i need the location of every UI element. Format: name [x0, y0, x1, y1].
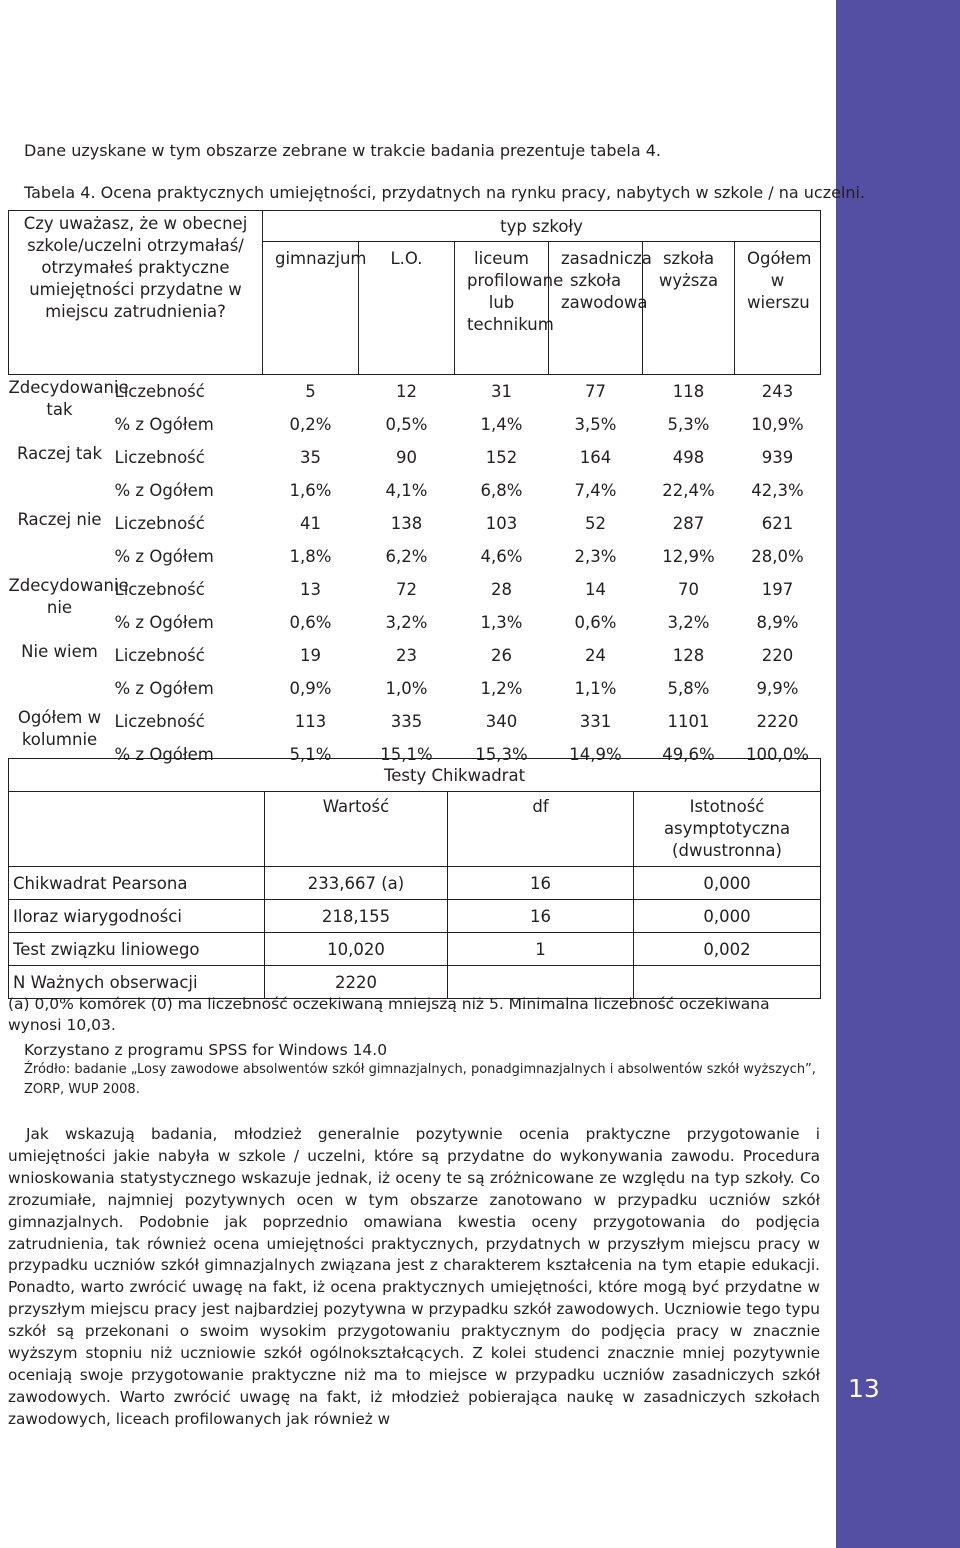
data-cell: 19 [300, 646, 321, 665]
data-cell: 1,4% [480, 415, 523, 434]
test-sig: 0,002 [634, 933, 821, 966]
test-value: 10,020 [265, 933, 448, 966]
test-label: Iloraz wiarygodności [9, 900, 265, 933]
data-cell: 1,1% [574, 679, 617, 698]
data-cell: 287 [672, 514, 705, 533]
data-cell: 0,9% [289, 679, 332, 698]
data-cell: 113 [294, 712, 327, 731]
stat-label: % z Ogółem [114, 547, 214, 566]
tests-title: Testy Chikwadrat [9, 759, 821, 792]
test-value: 2220 [265, 966, 448, 999]
data-cell: 331 [579, 712, 612, 731]
data-cell: 77 [585, 382, 606, 401]
row-label: Ogółem w kolumnie [17, 708, 102, 749]
stat-label: % z Ogółem [114, 679, 214, 698]
row-label: Raczej tak [16, 444, 103, 463]
data-cell: 1,3% [480, 613, 523, 632]
column-header: liceum profilowane lub technikum [455, 242, 549, 375]
data-cell: 118 [672, 382, 705, 401]
test-label: Chikwadrat Pearsona [9, 867, 265, 900]
data-cell: 4,1% [385, 481, 428, 500]
data-cell: 164 [579, 448, 612, 467]
data-cell: 26 [491, 646, 512, 665]
data-cell: 243 [761, 382, 794, 401]
data-cell: 103 [485, 514, 518, 533]
data-cell: 15,1% [380, 745, 433, 764]
data-cell: 35 [300, 448, 321, 467]
test-df: 16 [448, 867, 634, 900]
test-df: 1 [448, 933, 634, 966]
data-cell: 41 [300, 514, 321, 533]
data-cell: 0,5% [385, 415, 428, 434]
data-cell: 3,5% [574, 415, 617, 434]
data-cell: 939 [761, 448, 794, 467]
stat-label: Liczebność [114, 382, 205, 401]
data-cell: 15,3% [475, 745, 528, 764]
data-cell: 152 [485, 448, 518, 467]
data-cell: 52 [585, 514, 606, 533]
data-cell: 621 [761, 514, 794, 533]
test-value: 233,667 (a) [265, 867, 448, 900]
data-cell: 0,6% [574, 613, 617, 632]
test-label: N Ważnych obserwacji [9, 966, 265, 999]
data-cell: 13 [300, 580, 321, 599]
data-cell: 2220 [756, 712, 799, 731]
stat-label: % z Ogółem [114, 745, 214, 764]
row-label: Zdecydowanie nie [8, 576, 129, 617]
data-cell: 70 [678, 580, 699, 599]
test-sig: 0,000 [634, 867, 821, 900]
data-cell: 28 [491, 580, 512, 599]
footnote-a: (a) 0,0% komórek (0) ma liczebność oczekiwaną mniejszą niż 5. Minimalna liczebność oczekiwana wynosi 10,03. [8, 995, 770, 1034]
data-cell: 340 [485, 712, 518, 731]
row-label: Zdecydowanie tak [8, 378, 129, 419]
data-cell: 5,3% [667, 415, 710, 434]
row-label: Nie wiem [21, 642, 98, 661]
table-caption: Tabela 4. Ocena praktycznych umiejętności, przydatnych na rynku pracy, nabytych w szkole / na uczelni. [24, 183, 866, 202]
test-df: 16 [448, 900, 634, 933]
data-cell: 6,2% [385, 547, 428, 566]
stat-label: Liczebność [114, 580, 205, 599]
tests-column-header: df [448, 792, 634, 867]
stat-label: % z Ogółem [114, 613, 214, 632]
data-cell: 5,8% [667, 679, 710, 698]
results-table [8, 210, 821, 771]
column-header: Ogółem w wierszu [735, 242, 821, 375]
data-cell: 7,4% [574, 481, 617, 500]
data-cell: 31 [491, 382, 512, 401]
intro-text: Dane uzyskane w tym obszarze zebrane w trakcie badania prezentuje tabela 4. [24, 141, 661, 160]
column-header: zasadnicza szkoła zawodowa [549, 242, 643, 375]
column-header: szkoła wyższa [643, 242, 735, 375]
data-cell: 14,9% [569, 745, 622, 764]
data-cell: 90 [396, 448, 417, 467]
data-cell: 22,4% [662, 481, 715, 500]
question-header: Czy uważasz, że w obecnej szkole/uczelni otrzymałaś/ otrzymałeś praktyczne umiejętności przydatne w miejscu zatrudnienia? [9, 211, 263, 375]
data-cell: 100,0% [746, 745, 809, 764]
data-cell: 0,2% [289, 415, 332, 434]
tests-corner [9, 792, 265, 867]
data-cell: 197 [761, 580, 794, 599]
group-header: typ szkoły [263, 211, 821, 242]
test-label: Test związku liniowego [9, 933, 265, 966]
row-label: Raczej nie [17, 510, 102, 529]
data-cell: 42,3% [751, 481, 804, 500]
data-cell: 1101 [667, 712, 710, 731]
data-cell: 12,9% [662, 547, 715, 566]
column-header: L.O. [359, 242, 455, 375]
data-cell: 3,2% [385, 613, 428, 632]
data-cell: 3,2% [667, 613, 710, 632]
data-cell: 10,9% [751, 415, 804, 434]
body-paragraph [8, 1124, 820, 1431]
data-cell: 28,0% [751, 547, 804, 566]
data-cell: 0,6% [289, 613, 332, 632]
data-cell: 49,6% [662, 745, 715, 764]
data-cell: 9,9% [756, 679, 799, 698]
tests-column-header: Istotność asymptotyczna (dwustronna) [634, 792, 821, 867]
test-value: 218,155 [265, 900, 448, 933]
data-cell: 1,8% [289, 547, 332, 566]
data-cell: 14 [585, 580, 606, 599]
data-cell: 24 [585, 646, 606, 665]
data-cell: 72 [396, 580, 417, 599]
tests-column-header: Wartość [265, 792, 448, 867]
page-sidebar [836, 0, 960, 1548]
data-cell: 1,6% [289, 481, 332, 500]
stat-label: Liczebność [114, 448, 205, 467]
data-cell: 2,3% [574, 547, 617, 566]
data-cell: 1,2% [480, 679, 523, 698]
data-cell: 128 [672, 646, 705, 665]
data-cell: 138 [390, 514, 423, 533]
data-cell: 23 [396, 646, 417, 665]
stat-label: Liczebność [114, 646, 205, 665]
data-cell: 8,9% [756, 613, 799, 632]
source-note: Źródło: badanie „Losy zawodowe absolwentów szkół gimnazjalnych, ponadgimnazjalnych i absolwentów szkół wyższych”, ZORP, WUP 2008. [24, 1062, 816, 1097]
page-number: 13 [848, 1374, 880, 1403]
data-cell: 6,8% [480, 481, 523, 500]
column-header: gimnazjum [263, 242, 359, 375]
stat-label: % z Ogółem [114, 415, 214, 434]
data-cell: 12 [396, 382, 417, 401]
data-cell: 1,0% [385, 679, 428, 698]
data-cell: 4,6% [480, 547, 523, 566]
data-cell: 498 [672, 448, 705, 467]
stat-label: % z Ogółem [114, 481, 214, 500]
stat-label: Liczebność [114, 712, 205, 731]
chi-square-table [8, 758, 821, 999]
software-note: Korzystano z programu SPSS for Windows 14.0 [24, 1041, 388, 1059]
data-cell: 5,1% [289, 745, 332, 764]
stat-label: Liczebność [114, 514, 205, 533]
data-cell: 5 [305, 382, 316, 401]
data-cell: 220 [761, 646, 794, 665]
test-sig: 0,000 [634, 900, 821, 933]
body-text: Jak wskazują badania, młodzież generalnie pozytywnie ocenia praktyczne przygotowanie i umiejętności jakie nabyła w szkole / uczelni, które są przydatne do wykonywania zawodu. Procedura wnioskowania statystycznego wskazuje jednak, iż oceny te są zróżnicowane ze względu na typ szkoły. Co zrozumiałe, najmniej pozytywnych ocen w tym obszarze zanotowano w przypadku uczniów szkół gimnazjalnych. Podobnie jak poprzednio omawiana kwestia oceny przygotowania do podjęcia zatrudnienia, tak również ocena umiejętności praktycznych, przydatnych w przyszłym miejscu pracy w przypadku uczniów szkół gimnazjalnych związana jest z charakterem kształcenia na tym etapie edukacji. Ponadto, warto zwrócić uwagę na fakt, iż ocena praktycznych umiejętności, które mogą być przydatne w przyszłym miejscu pracy jest najbardziej pozytywna w przypadku szkół zawodowych. Uczniowie tego typu szkół są przekonani o swoim wysokim przygotowaniu praktycznym do podjęcia pracy w znacznie wyższym stopniu niż uczniowie szkół ogólnokształcących. Z kolei studenci znacznie mniej pozytywnie oceniają swoje przygotowanie praktyczne niż ma to miejsce w przypadku uczniów zasadniczych szkół zawodowych. Warto zwrócić uwagę na fakt, iż młodzież pobierająca naukę w zasadniczych szkołach zawodowych, liceach profilowanych jak również w [8, 1125, 820, 1428]
data-cell: 335 [390, 712, 423, 731]
